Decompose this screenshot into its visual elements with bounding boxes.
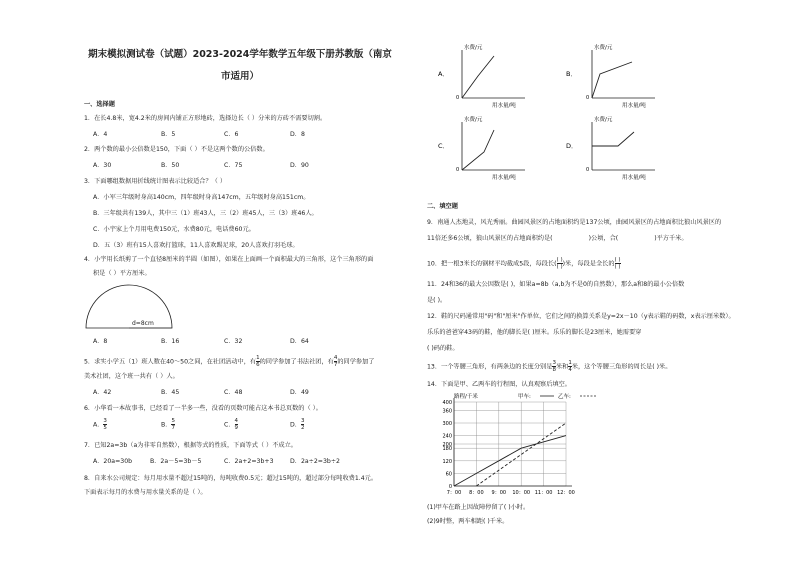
y-tick-label: 0 bbox=[448, 484, 452, 490]
graph-b-label: B． bbox=[566, 70, 577, 78]
graph-c-xlabel: 用水量/吨 bbox=[492, 175, 516, 181]
q4-opt-d: D．64 bbox=[290, 338, 309, 345]
q8-stem-line2: 下面表示每月的水费与用水量关系的是（ ）。 bbox=[84, 489, 207, 496]
q9-text-c: )平方千米。 bbox=[654, 235, 688, 242]
chart-yticks bbox=[442, 400, 452, 490]
q9-text-a: 11倍还多6公顷，狼山风景区的占地面积约是( bbox=[427, 235, 553, 242]
q5-stem-line1 bbox=[84, 355, 375, 368]
q5-frac2-num: 4 bbox=[333, 355, 338, 361]
q9-line1: 9．南通人杰地灵，风光秀丽。曲园风景区的占地面积约是137公顷，曲园风景区的占地面积比狼山风景区的 bbox=[427, 219, 722, 226]
q11-line2: 是( )。 bbox=[427, 297, 447, 304]
q5-stem-line2: 美术社团，这个班一共有（ ）人。 bbox=[84, 373, 179, 380]
y-tick-label: 180 bbox=[442, 446, 452, 453]
q2-opt-c: C．75 bbox=[224, 162, 243, 169]
chart-series bbox=[454, 423, 566, 486]
graph-b bbox=[560, 40, 670, 110]
q2-opt-b: B．50 bbox=[161, 162, 180, 169]
q12-line1: 12．鞋的尺码通常用"码"和"厘米"作单位，它们之间的换算关系是y=2x－10（y表示鞋的码数，x表示厘米数）。 bbox=[427, 313, 735, 320]
q7-opt-d: D．2a÷2=3b÷2 bbox=[290, 458, 340, 465]
q1-opt-d: D．8 bbox=[290, 131, 305, 138]
q3-opt-c: C．小宇家上个月用电费150元，水费80元，电话费60元。 bbox=[93, 226, 255, 233]
q6-opt-a-label: A． bbox=[93, 421, 104, 429]
y-tick-label: 200 bbox=[442, 442, 452, 448]
q10-line bbox=[427, 257, 621, 270]
legend-yi-label: 乙车: bbox=[558, 394, 571, 400]
x-tick-label: 10：00 bbox=[512, 490, 531, 496]
graph-c bbox=[430, 112, 540, 182]
q8-stem-line1: 8．自来水公司规定：每月用水量不超过15吨的，每吨收费0.5元；超过15吨的，超过部分每吨收费1.4元。 bbox=[84, 475, 378, 482]
diameter-label: d=8cm bbox=[132, 320, 154, 327]
graph-d-line bbox=[592, 132, 634, 146]
q4-opt-b: B．16 bbox=[161, 338, 180, 345]
q4-opt-a: A．8 bbox=[93, 338, 108, 345]
q14-sub1: (1)甲车在路上因故障停留了( )小时。 bbox=[427, 504, 530, 511]
q13-text-b: 米和 bbox=[555, 363, 569, 371]
graph-b-line bbox=[592, 62, 632, 98]
q7-stem: 7．已知2a=3b（a为非零自然数），根据等式的性质，下面等式（ ）不成立。 bbox=[84, 442, 297, 449]
chart-ylabel: 路程/千米 bbox=[454, 394, 478, 400]
semicircle-figure bbox=[84, 284, 174, 332]
y-tick-label: 360 bbox=[442, 408, 452, 415]
q13-frac2-num: 1 bbox=[568, 360, 572, 366]
q5-frac2-den: 7 bbox=[333, 362, 338, 368]
q2-opt-a: A．30 bbox=[93, 162, 112, 169]
chart-xticks bbox=[447, 490, 575, 496]
q6-opt-b-label: B． bbox=[161, 421, 172, 429]
y-tick-label: 120 bbox=[442, 458, 452, 465]
q6-opt-c-label: C． bbox=[224, 421, 235, 429]
q13-text-a: 13．一个等腰三角形，有两条边的长度分别是 bbox=[427, 363, 553, 371]
q6-stem: 6．小华看一本故事书，已经看了一半多一些，没看的页数可能占这本书总页数的（ ）。 bbox=[84, 405, 322, 412]
graph-b-origin: 0 bbox=[586, 95, 590, 101]
x-tick-label: 7：00 bbox=[446, 490, 462, 496]
x-tick-label: 9：00 bbox=[491, 490, 507, 496]
q13-frac2-den: 4 bbox=[568, 367, 572, 373]
section-fill-heading: 二、填空题 bbox=[427, 203, 458, 210]
graph-a-origin: 0 bbox=[456, 95, 460, 101]
q5-opt-b: B．45 bbox=[161, 389, 180, 396]
graph-b-xlabel: 用水量/吨 bbox=[622, 103, 646, 109]
y-tick-label: 300 bbox=[442, 421, 452, 427]
graph-d-origin: 0 bbox=[586, 167, 590, 173]
q5-text-c: 的同学参加了 bbox=[337, 358, 375, 366]
graph-a-ylabel: 水费/元 bbox=[464, 45, 483, 51]
graph-a bbox=[430, 40, 540, 110]
q12-line2: 乐乐的爸爸穿43码的鞋，他的脚长是( )厘米。乐乐的脚长是23厘米，她需要穿 bbox=[427, 329, 642, 336]
q6-opt-d bbox=[290, 418, 304, 431]
q11-line1: 11．24和36的最大公因数是( )，如果a=8b（a,b为不是0的自然数），那么a和8的最小公倍数 bbox=[427, 281, 685, 288]
q6-opt-a-den: 5 bbox=[103, 425, 107, 431]
q1-stem: 1．在长4.8米，宽4.2米的房间内铺正方形地砖，选择边长（ ）分米的方砖不需要切割。 bbox=[84, 115, 327, 122]
q2-opt-d: D．90 bbox=[290, 162, 309, 169]
q5-frac1-den: 6 bbox=[256, 362, 260, 368]
q6-opt-a-num: 3 bbox=[103, 418, 107, 424]
q5-text-b: 的同学参加了书法社团，有 bbox=[259, 358, 334, 366]
q6-opt-c bbox=[224, 418, 238, 431]
q6-opt-c-den: 9 bbox=[234, 425, 239, 431]
q3-stem: 3．下面哪组数据用折线统计图表示比较适合？（ ） bbox=[84, 178, 227, 185]
q14-sub2: (2)9时整，两车相距( )千米。 bbox=[427, 518, 509, 525]
q6-opt-b-den: 7 bbox=[171, 425, 175, 431]
semicircle-outline bbox=[86, 285, 172, 328]
q13-line bbox=[427, 360, 671, 373]
y-tick-label: 240 bbox=[442, 433, 452, 440]
q6-opt-b-num: 5 bbox=[171, 418, 175, 424]
legend-jia-label: 甲车: bbox=[518, 394, 531, 400]
q10-blank-den2[interactable]: ( ) bbox=[614, 264, 621, 270]
graph-d-xlabel: 用水量/吨 bbox=[622, 175, 646, 181]
q1-opt-a: A．4 bbox=[93, 131, 108, 138]
q7-opt-c: C．2a+2=3b+3 bbox=[224, 458, 274, 465]
q13-frac1-den: 8 bbox=[552, 367, 556, 373]
q6-opt-c-num: 4 bbox=[234, 418, 239, 424]
q10-blank-num2[interactable]: ( ) bbox=[614, 257, 621, 263]
q9-text-b: )公顷，合( bbox=[588, 235, 619, 242]
q13-frac1-num: 3 bbox=[552, 360, 556, 366]
q9-line2 bbox=[427, 235, 688, 243]
graph-a-line bbox=[462, 56, 494, 98]
q7-opt-a: A．20a=30b bbox=[93, 458, 133, 465]
q3-opt-b: B．三年级共有139人，其中三（1）班43人，三（2）班45人，三（3）班46人。 bbox=[93, 210, 318, 217]
graph-c-label: C． bbox=[438, 142, 450, 150]
q6-opt-a bbox=[93, 418, 107, 431]
y-tick-label: 60 bbox=[445, 471, 452, 478]
q6-opt-b bbox=[161, 418, 175, 431]
q10-text-b: )米，每段是全长的 bbox=[562, 260, 615, 268]
page-title: 期末模拟测试卷（试题）2023-2024学年数学五年级下册苏教版（南京市适用） bbox=[88, 49, 392, 82]
q1-opt-b: B．5 bbox=[161, 131, 176, 138]
graph-a-xlabel: 用水量/吨 bbox=[492, 103, 516, 109]
section-choice-heading: 一、选择题 bbox=[84, 101, 115, 108]
q10-blank-num[interactable]: ( ) bbox=[556, 257, 563, 263]
q5-opt-c: C．48 bbox=[224, 389, 243, 396]
q10-text-a: 10．把一根3米长的钢材平均截成5段，每段长( bbox=[427, 260, 557, 268]
graph-a-label: A． bbox=[438, 70, 449, 78]
graph-c-ylabel: 水费/元 bbox=[464, 117, 483, 123]
graph-c-origin: 0 bbox=[456, 167, 460, 173]
q6-opt-d-den: 2 bbox=[300, 425, 305, 431]
q5-frac1-num: 1 bbox=[256, 355, 260, 361]
q2-stem: 2．两个数的最小公倍数是150，下面（ ）不是这两个数的公倍数。 bbox=[84, 146, 269, 153]
x-tick-label: 8：00 bbox=[469, 490, 484, 496]
journey-chart bbox=[424, 390, 614, 502]
q10-blank-den[interactable]: ( ) bbox=[556, 264, 563, 270]
q1-opt-c: C．6 bbox=[224, 131, 239, 138]
q4-stem-line1: 4．小宇用长纸剪了一个直径8厘米的半圆（如图），如果在上面画一个面积最大的三角形，这个三角形的面 bbox=[84, 256, 374, 263]
q12-line3: ( )码的鞋。 bbox=[427, 345, 459, 352]
q7-opt-b: B．2a－5=3b－5 bbox=[150, 458, 202, 465]
q4-opt-c: C．32 bbox=[224, 338, 243, 345]
q13-text-c: 米，这个等腰三角形的周长是( )米。 bbox=[571, 363, 672, 371]
q5-opt-a: A．42 bbox=[93, 389, 112, 396]
x-tick-label: 11：00 bbox=[534, 490, 553, 496]
q4-stem-line2: 积是（ ）平方厘米。 bbox=[93, 270, 151, 277]
q5-opt-d: D．49 bbox=[290, 389, 309, 396]
q14-stem: 14．下面是甲、乙两车的行程图，认真观察后填空。 bbox=[427, 381, 571, 388]
y-tick-label: 400 bbox=[442, 400, 452, 406]
q5-text-a: 5．求实小学五（1）班人数在40～50之间，在社团活动中，有 bbox=[84, 358, 257, 366]
q6-opt-d-num: 3 bbox=[300, 418, 305, 424]
chart-grid bbox=[454, 398, 572, 486]
q3-opt-a: A．小军三年级时身高140cm，四年级时身高147cm，五年级时身高151cm。 bbox=[93, 194, 310, 201]
graph-d bbox=[560, 112, 670, 182]
graph-b-ylabel: 水费/元 bbox=[594, 45, 613, 51]
graph-c-line bbox=[462, 130, 494, 170]
q3-opt-d: D．五（3）班有15人喜欢打篮球，11人喜欢踢足球，20人喜欢打羽毛球。 bbox=[93, 242, 299, 249]
q6-opt-d-label: D． bbox=[290, 421, 301, 429]
graph-d-ylabel: 水费/元 bbox=[594, 117, 613, 123]
graph-d-label: D． bbox=[566, 142, 578, 150]
x-tick-label: 12：00 bbox=[557, 490, 575, 496]
